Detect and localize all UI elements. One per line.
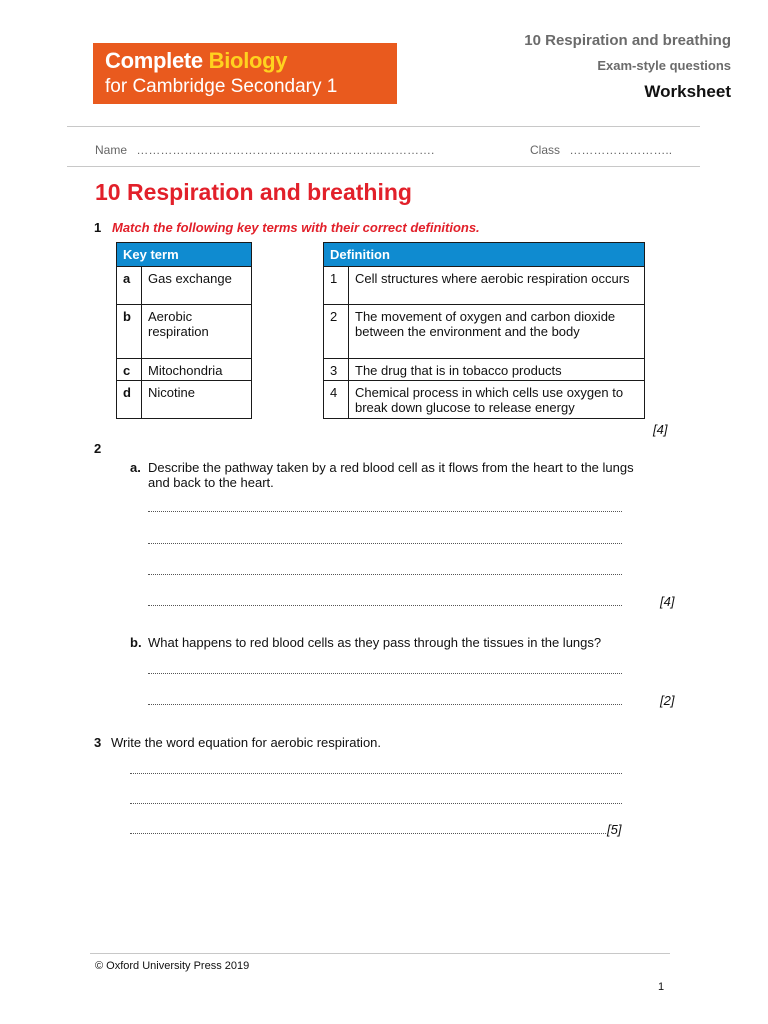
q2a-marks: [4]	[660, 594, 675, 609]
q2b-label: b.	[130, 635, 142, 650]
definition-number: 2	[324, 305, 349, 359]
class-field	[530, 143, 672, 157]
term-letter: b	[117, 305, 142, 359]
term-letter: a	[117, 267, 142, 305]
q3-number: 3	[94, 735, 102, 750]
definition-text: The drug that is in tobacco products	[349, 359, 645, 381]
term-text: Gas exchange	[142, 267, 252, 305]
page-title: 10 Respiration and breathing	[95, 179, 412, 205]
term-letter: c	[117, 359, 142, 381]
answer-line-q2a-4[interactable]	[148, 605, 622, 606]
q2b-text: What happens to red blood cells as they pass through the tissues in the lungs?	[148, 635, 602, 650]
q2a-text: Describe the pathway taken by a red blood cell as it flows from the heart to the lungs and back to the heart.	[148, 460, 634, 490]
table-row	[117, 305, 252, 359]
divider-top	[67, 126, 700, 127]
definition-text: The movement of oxygen and carbon dioxide between the environment and the body	[349, 305, 645, 359]
definition-header: Definition	[324, 243, 645, 267]
q2-number: 2	[94, 441, 102, 456]
definition-number: 1	[324, 267, 349, 305]
definition-text: Cell structures where aerobic respiration occurs	[349, 267, 645, 305]
answer-line-q2b-2[interactable]	[148, 704, 622, 705]
header-chapter: 10 Respiration and breathing	[524, 32, 731, 49]
term-letter: d	[117, 381, 142, 419]
brand-bold: Complete	[105, 48, 203, 73]
answer-line-q2b-1[interactable]	[148, 673, 622, 674]
definition-text: Chemical process in which cells use oxygen to break down glucose to release energy	[349, 381, 645, 419]
table-row	[117, 359, 252, 381]
footer-copyright: © Oxford University Press 2019	[95, 960, 250, 972]
class-dots: ……………………..	[569, 143, 673, 157]
answer-line-q2a-2[interactable]	[148, 543, 622, 544]
answer-line-q2a-1[interactable]	[148, 511, 622, 512]
term-text: Aerobic respiration	[142, 305, 252, 359]
table-row	[324, 267, 645, 305]
class-label: Class	[530, 143, 561, 157]
key-term-header: Key term	[117, 243, 252, 267]
header-info	[524, 32, 731, 102]
divider-name	[67, 166, 700, 167]
name-field	[95, 143, 434, 157]
q1-marks: [4]	[653, 422, 668, 437]
term-text: Mitochondria	[142, 359, 252, 381]
term-text: Nicotine	[142, 381, 252, 419]
definition-number: 4	[324, 381, 349, 419]
q2a-label: a.	[130, 460, 141, 475]
definition-table	[323, 242, 645, 419]
q3-marks: [5]	[607, 822, 622, 837]
table-row	[117, 267, 252, 305]
name-dots: ……………………………………………………..………….	[136, 143, 435, 157]
brand-line-1	[105, 49, 385, 73]
table-row	[324, 305, 645, 359]
q2b-marks: [2]	[660, 693, 675, 708]
header-doc-type: Worksheet	[644, 82, 731, 101]
key-term-table	[116, 242, 252, 419]
answer-line-q3-1[interactable]	[130, 773, 622, 774]
header-subtitle: Exam-style questions	[597, 58, 731, 73]
definition-number: 3	[324, 359, 349, 381]
q1-instruction: Match the following key terms with their correct definitions.	[112, 220, 480, 235]
brand-highlight: Biology	[208, 48, 288, 73]
table-row	[324, 359, 645, 381]
brand-logo	[93, 43, 397, 104]
table-row	[324, 381, 645, 419]
q3-text: Write the word equation for aerobic respiration.	[111, 735, 382, 750]
answer-line-q3-3[interactable]	[130, 833, 606, 834]
table-row	[117, 381, 252, 419]
brand-line-2: for Cambridge Secondary 1	[105, 76, 338, 97]
name-label: Name	[95, 143, 128, 157]
page-number: 1	[658, 981, 665, 993]
answer-line-q2a-3[interactable]	[148, 574, 622, 575]
divider-footer	[90, 953, 670, 954]
answer-line-q3-2[interactable]	[130, 803, 622, 804]
q1-number: 1	[94, 220, 102, 235]
